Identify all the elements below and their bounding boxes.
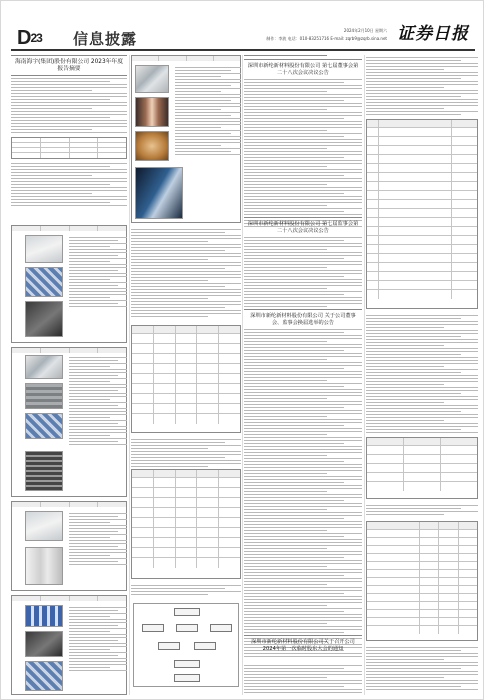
date-line: 2024年2月10日 星期六 [343,28,387,33]
product-photo [25,235,63,263]
product-photo [25,413,63,439]
product-photo [25,511,63,541]
product-photo [25,301,63,337]
product-photo [135,167,183,219]
text-block [366,505,478,517]
text-block [244,665,362,695]
financial-table [131,325,241,433]
text-block [244,329,362,659]
text-block [131,229,241,319]
product-photo [25,547,63,585]
announcement-title: 深圳市新纶新材料股份有限公司 第七届监事会第二十八次会议决议公告 [247,221,359,234]
financial-table [131,469,241,579]
text-block [244,55,362,58]
newspaper-logo: 证券日报 [397,24,469,44]
product-photo [25,661,63,691]
text-block [131,585,241,597]
product-photo [135,65,169,93]
product-description [69,513,127,567]
column-4 [366,55,478,695]
data-table [366,437,478,499]
announcement [244,217,362,235]
column-divider [129,55,130,695]
text-block [366,647,478,692]
column-divider [364,55,365,695]
product-photo [25,355,63,379]
product-description [69,607,127,673]
section-title: 信息披露 [73,30,138,48]
text-block [131,439,241,469]
announcement-title: 海南海宇(集团)股份有限公司 2023年年度报告摘要 [14,59,124,72]
page-number-digits: 23 [30,31,42,45]
product-photo [25,383,63,409]
announcement-title: 深圳市新纶新材料股份有限公司 第七届董事会第二十八次会议决议公告 [247,63,359,76]
product-description [69,357,127,447]
announcement-annual-report [11,55,127,74]
page-number [17,27,42,50]
org-chart [133,603,239,687]
product-photo [25,267,63,297]
masthead-rule [11,49,475,51]
text-block [366,57,478,117]
announcement [244,309,362,327]
contact-line: 制作：李波 电话：010-83251716 E-mail: zqrb9@zqrb.sina.net [266,36,387,41]
column-divider [242,55,243,695]
product-photo [135,131,169,161]
proxy-form-table [366,521,478,641]
page-letter: D [17,27,31,49]
product-description [175,67,241,157]
product-photo [25,631,63,657]
text-block [366,315,478,435]
product-description [69,237,127,309]
text-block [244,237,362,312]
text-block [11,75,127,135]
column-3 [244,55,362,695]
product-photo [135,97,169,127]
announcement-title: 深圳市新纶新材料股份有限公司关于召开公司2024年第一次临时股东大会的通知 [251,639,355,652]
resolution-table [366,119,478,309]
masthead [11,11,475,49]
text-block [11,163,127,208]
text-block [244,79,362,229]
announcement [244,59,362,77]
column-2 [131,55,241,695]
product-photo [25,451,63,491]
product-photo [25,605,63,627]
announcement-title: 深圳市新纶新材料股份有限公司 关于公司董事会、监事会换届选举的公告 [250,313,356,326]
announcement [244,635,362,653]
data-table [11,137,127,159]
column-1 [11,55,127,695]
